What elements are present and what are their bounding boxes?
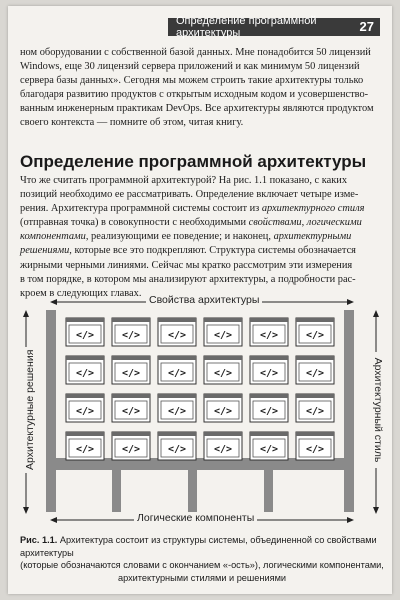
code-component-icon [296,432,334,460]
code-icon-label: </> [167,330,187,341]
book-page [8,6,392,594]
body-line: (отправная точка) в совокупности с необходимыми свойствами, логическими [20,217,362,229]
right-pillar [344,310,354,512]
body-line: в том порядке, в котором мы анализируют архитектуры, а подробности рас- [20,273,356,285]
intro-line: ном оборудовании с собственной базой данных. Мне понадобится 50 лицензий [20,47,371,58]
caption-line-2: (которые обозначаются словами с окончанием «-ость»), логическими компонентами, [20,560,384,570]
leg-2 [188,470,197,512]
leg-3 [264,470,273,512]
code-icon-label: </> [121,444,141,455]
code-icon-label: </> [305,330,325,341]
component-grid [66,318,334,460]
right-label: Архитектурный стиль [372,352,384,468]
code-icon-label: </> [167,444,187,455]
code-icon-label: </> [213,368,233,379]
code-component-icon [158,432,196,460]
code-component-icon [112,318,150,346]
caption-line-1: Архитектура состоит из структуры системы, объединенной со свойствами архитектуры [20,535,377,558]
code-component-icon [204,318,242,346]
body-line: позиций необходимо ее рассматривать. Определение включает четыре изме- [20,189,359,201]
code-component-icon [158,356,196,384]
architecture-figure [20,288,384,526]
italic-term: компонентами [20,231,86,243]
intro-paragraph [20,46,384,131]
code-icon-label: </> [213,330,233,341]
code-icon-label: </> [213,444,233,455]
code-icon-label: </> [305,444,325,455]
code-icon-label: </> [213,406,233,417]
code-icon-label: </> [259,368,279,379]
body-line: жирными черными линиями. Сейчас мы кратко рассмотрим эти измерения [20,259,353,271]
figure-caption [20,534,384,584]
code-icon-label: </> [167,406,187,417]
italic-term: архитектурного стиля [261,203,365,215]
code-icon-label: </> [259,406,279,417]
intro-line: благодаря развитию продуктов с открытым исходным кодом и усовершенство- [20,89,369,101]
body-line: компонентами, реализующими ее поведение; и наконец, архитектурными [20,231,352,243]
body-line: кроем в следующих главах. [20,287,142,299]
intro-line: сервера базы данных». Сегодня мы можем строить такие архитектуры только [20,75,364,87]
body-line: рения. Архитектура программной системы состоит из архитектурного стиля [20,203,365,215]
code-component-icon [296,394,334,422]
code-component-icon [204,432,242,460]
code-component-icon [204,394,242,422]
italic-term: решениями [20,245,70,257]
code-component-icon [158,394,196,422]
code-icon-label: </> [121,406,141,417]
intro-line: Windows, еще 30 лицензий сервера приложений и как минимум 50 лицензий [20,61,360,73]
code-component-icon [112,356,150,384]
code-component-icon [296,356,334,384]
running-header-title: Определение программной архитектуры [176,15,317,39]
code-icon-label: </> [305,406,325,417]
code-component-icon [158,318,196,346]
caption-line-3: архитектурными стилями и решениями [117,572,287,583]
code-component-icon [250,318,288,346]
code-component-icon [250,394,288,422]
code-icon-label: </> [75,368,95,379]
code-icon-label: </> [121,330,141,341]
running-header [168,15,380,39]
code-component-icon [250,432,288,460]
intro-line: своего контекста — помните об этом, читая книгу. [20,117,244,129]
code-component-icon [250,356,288,384]
italic-term: логическими [306,217,362,229]
code-icon-label: </> [259,444,279,455]
body-paragraph [20,174,384,301]
code-icon-label: </> [121,368,141,379]
code-component-icon [112,394,150,422]
body-line: Что же считать программной архитектурой? На рис. 1.1 показано, с каких [20,175,348,186]
code-component-icon [66,356,104,384]
top-label: Свойства архитектуры [146,294,262,306]
code-component-icon [204,356,242,384]
code-component-icon [112,432,150,460]
code-component-icon [66,394,104,422]
intro-line: ванным инженерным практикам DevOps. Все архитектуры являются продуктом [20,103,374,115]
code-icon-label: </> [75,406,95,417]
italic-term: архитектурными [273,231,352,243]
bottom-label: Логические компоненты [134,512,257,524]
code-icon-label: </> [75,330,95,341]
code-component-icon [66,432,104,460]
code-icon-label: </> [259,330,279,341]
caption-prefix: Рис. 1.1. [20,535,58,545]
left-label: Архитектурные решения [24,347,36,473]
code-icon-label: </> [167,368,187,379]
section-title: Определение программной архитектуры [20,152,367,171]
code-component-icon [66,318,104,346]
left-pillar [46,310,56,512]
code-component-icon [296,318,334,346]
architecture-diagram [20,288,384,526]
body-line: решениями, которые все это подкрепляют. Структура системы обозначается [20,245,356,257]
code-icon-label: </> [305,368,325,379]
italic-term: свойствами [248,217,302,229]
leg-1 [112,470,121,512]
page-number: 27 [359,19,374,34]
code-icon-label: </> [75,444,95,455]
